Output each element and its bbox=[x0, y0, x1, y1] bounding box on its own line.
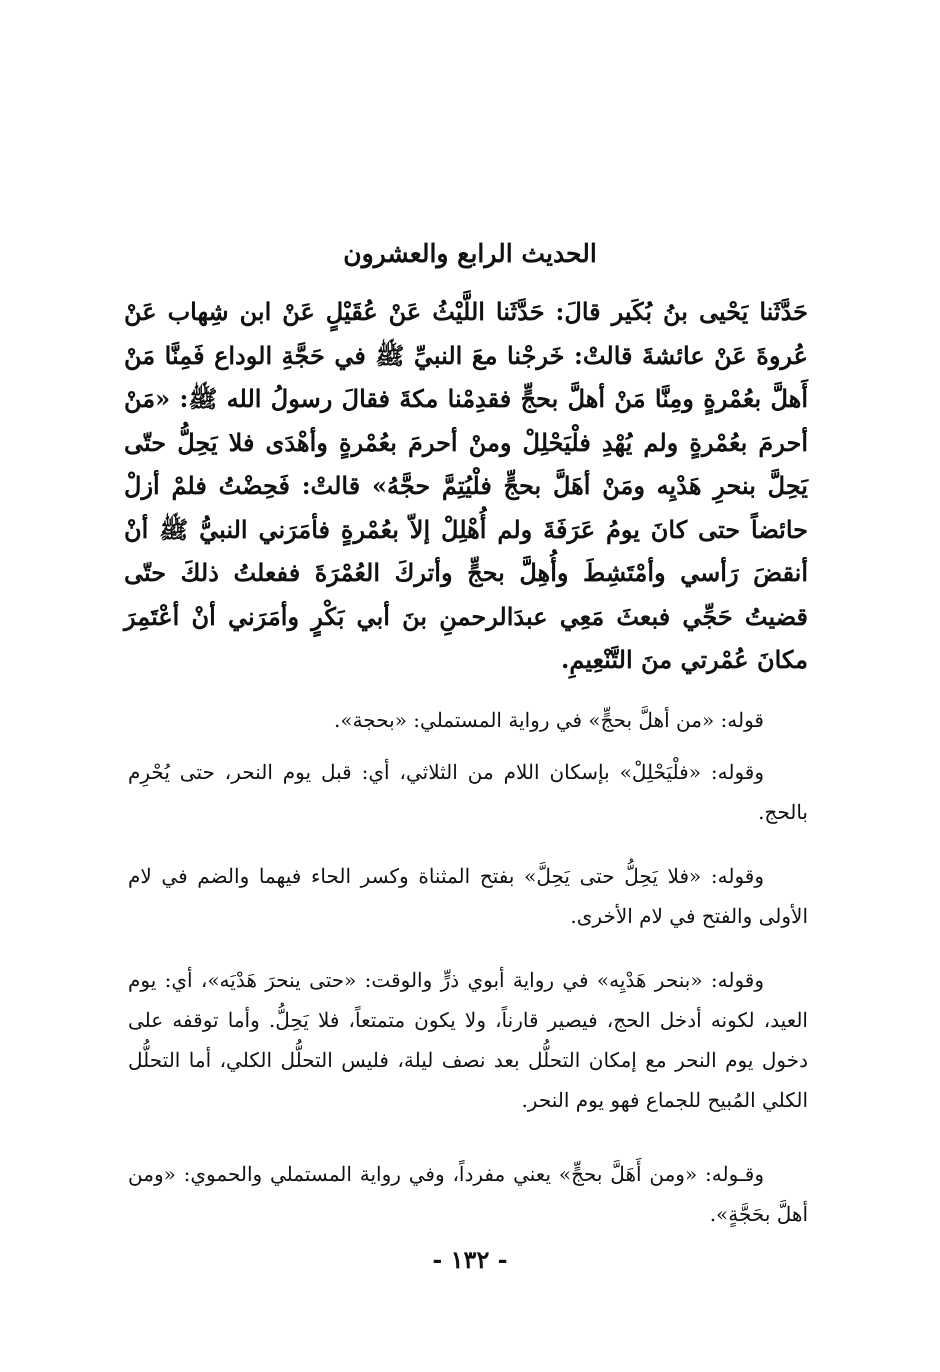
page-number: - ١٣٢ - bbox=[432, 1245, 508, 1274]
commentary-paragraph: وقوله: «فلا يَحِلُّ حتى يَحِلَّ» بفتح المثناة وكسر الحاء فيهما والضم في لام الأولى والفتح في لام الأخرى. bbox=[128, 864, 808, 928]
section-title: الحديث الرابع والعشرون bbox=[343, 239, 597, 268]
commentary-paragraph: قوله: «من أهلَّ بحجٍّ» في رواية المستملي: «بحجة». bbox=[333, 708, 764, 732]
commentary-paragraph: وقوله: «بنحر هَدْيِه» في رواية أبوي ذرٍّ والوقت: «حتى ينحرَ هَدْيَه»، أي: يوم العيد، لكونه أدخل الحج، فيصير قارناً، ولا يكون متمتعاً، فلا يَحِلُّ. وأما توقفه على دخول يوم النحر مع إمكان التحلُّل بعد نصف ليلة، فليس التحلُّل الكلي، أما التحلُّل الكلي المُبيح للجماع فهو يوم النحر. bbox=[128, 968, 808, 1112]
commentary-paragraph: وقوله: «فلْيَحْلِلْ» بإسكان اللام من الثلاثي، أي: قبل يوم النحر، حتى يُحْرِم بالحج. bbox=[128, 760, 808, 824]
commentary-paragraph: وقـوله: «ومن أَهَلَّ بحجٍّ» يعني مفرداً، وفي رواية المستملي والحموي: «ومن أهلَّ بحَجَّةٍ». bbox=[128, 1162, 808, 1226]
hadith-text: حَدَّثَنا يَحْيى بنُ بُكَير قالَ: حَدَّثَنا اللَّيْثُ عَنْ عُقَيْلٍ عَنْ ابن شِهاب عَنْ عُروةَ عَنْ عائشةَ قالتْ: خَرجْنا معَ النبيِّ ﷺ في حَجَّةِ الوداع فَمِنَّا مَنْ أَهلَّ بعُمْرةٍ ومِنَّا مَنْ أهلَّ بحجٍّ فقدِمْنا مكةَ فقالَ رسولُ الله ﷺ: «مَنْ أحرمَ بعُمْرةٍ ولم يُهْدِ فلْيَحْلِلْ ومنْ أحرمَ بعُمْرةٍ وأهْدَى فلا يَحِلُّ حتّى يَحِلَّ بنحرِ هَدْيِه ومَنْ أهَلَّ بحجٍّ فلْيُتِمَّ حجَّهُ» قالتْ: فَحِضْتُ فلمْ أزلْ حائضاً حتى كانَ يومُ عَرَفَةَ ولم أُهْلِلْ إلاّ بعُمْرةٍ فأمَرَني النبيُّ ﷺ أنْ أنقضَ رَأسي وأمْتَشِطَ وأُهِلَّ بحجٍّ وأتركَ العُمْرَةَ ففعلتُ ذلكَ حتّى قضيتُ حَجِّي فبعثَ مَعِي عبدَالرحمنِ بنَ أبي بَكْرٍ وأمَرَني أنْ أعْتَمِرَ مكانَ عُمْرتي منَ التَّنْعِيمِ. bbox=[124, 297, 808, 674]
